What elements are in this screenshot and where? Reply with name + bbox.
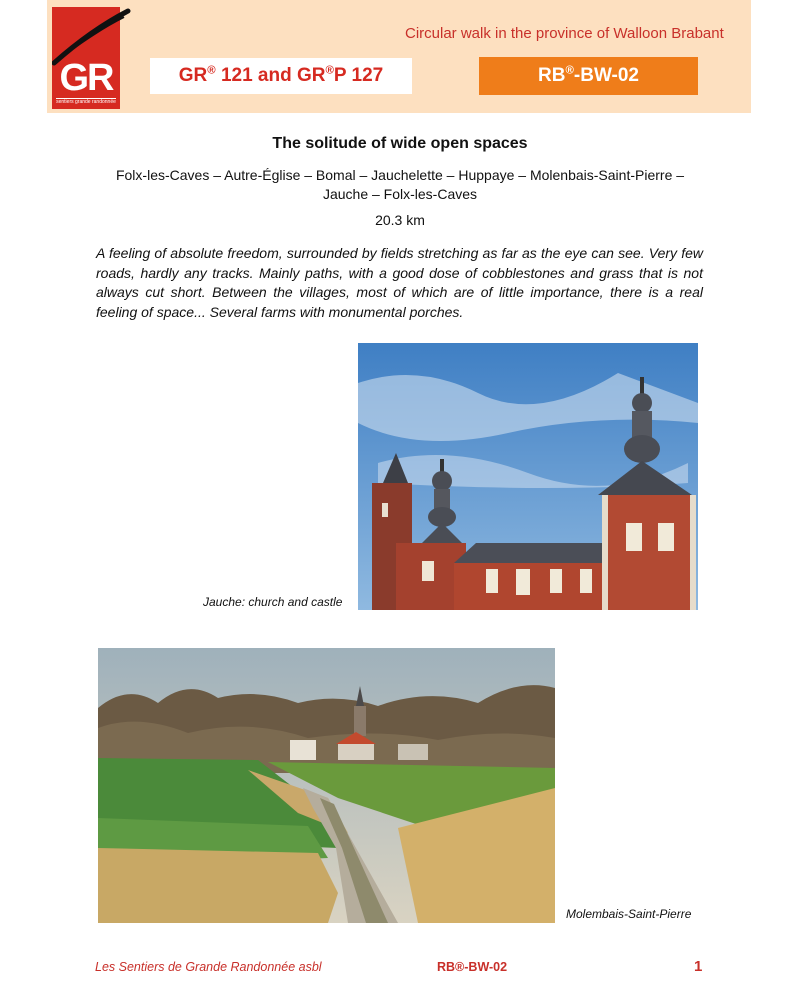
walk-code-badge: RB®-BW-02 — [479, 57, 698, 95]
header-subtitle: Circular walk in the province of Walloon Brabant — [405, 25, 724, 42]
intro-paragraph: A feeling of absolute freedom, surrounded by fields stretching as far as the eye can see. Very few roads, hardly any tracks. Mainly paths, with a good dose of cobblestones and grass that is not always cut short. Between the villages, most of which are of little importance, there is a real feeling of space... Several farms with monumental porches. — [96, 245, 703, 320]
photo-caption-countryside: Molembais-Saint-Pierre — [566, 907, 692, 921]
logo-text: GR — [59, 57, 113, 99]
page-title: The solitude of wide open spaces — [272, 135, 528, 152]
logo-strip: sentiers grande randonnée — [56, 99, 116, 105]
gr-logo — [52, 7, 120, 109]
page-number: 1 — [694, 958, 703, 975]
footer-organisation: Les Sentiers de Grande Randonnée asbl — [95, 960, 322, 974]
photo-caption-church-castle: Jauche: church and castle — [203, 595, 343, 609]
distance: 20.3 km — [375, 212, 425, 228]
route-codes-badge: GR® 121 and GR®P 127 — [150, 58, 412, 94]
footer-walk-code: RB®-BW-02 — [437, 960, 508, 974]
route-villages: Folx-les-Caves – Autre-Église – Bomal – Jauchelette – Huppaye – Molenbais-Saint-Pierre – Jauche – Folx-les-Caves — [115, 167, 685, 202]
photo-church-castle — [358, 343, 698, 610]
photo-countryside-path — [98, 648, 555, 923]
